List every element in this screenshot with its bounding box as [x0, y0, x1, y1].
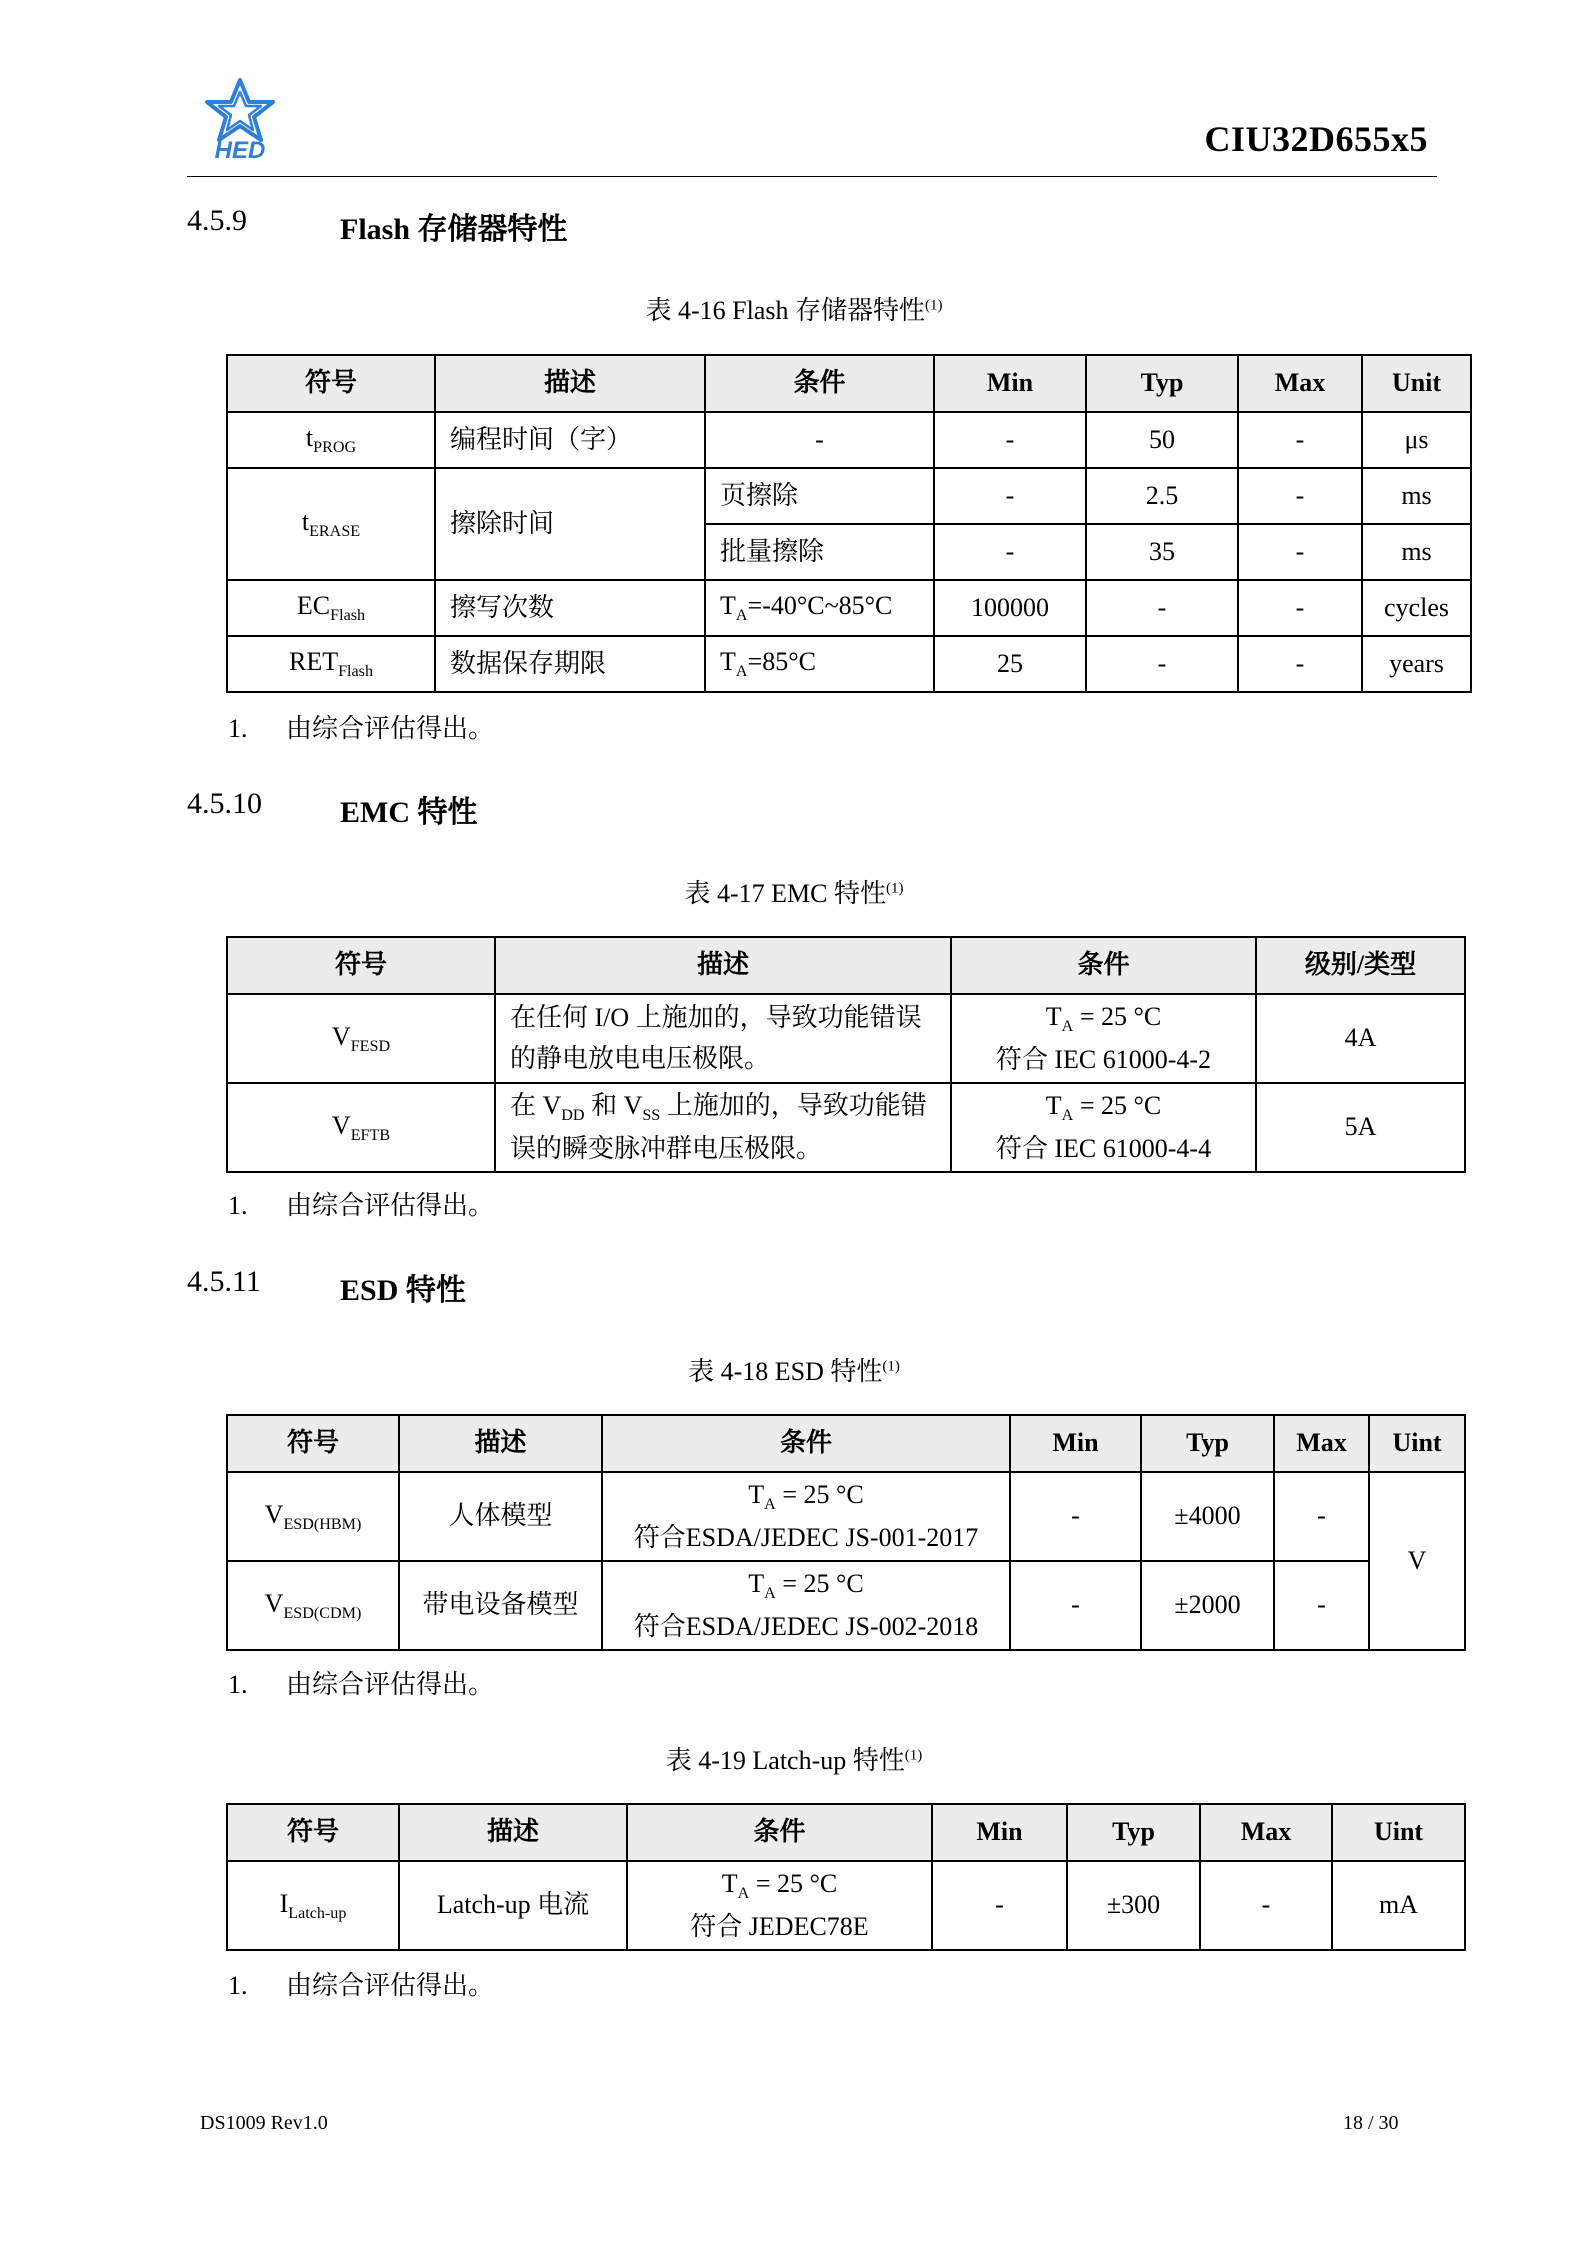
description-cell: 数据保存期限: [435, 636, 705, 692]
description-cell: Latch-up 电流: [399, 1861, 627, 1950]
symbol-cell: $t_{ERASE}$: [227, 468, 435, 580]
table-row: [227, 1472, 1465, 1561]
condition-cell: $T_A=85^\circ C$: [705, 636, 934, 692]
max-cell: -: [1238, 636, 1362, 692]
column-header: Typ: [1141, 1415, 1274, 1472]
column-header: Unit: [1362, 355, 1471, 412]
condition-cell: -: [705, 412, 934, 468]
column-header: 描述: [495, 937, 951, 994]
typ-cell: -: [1086, 580, 1238, 636]
condition-cell: $T_A = 25$ °C 符合 IEC 61000-4-4: [951, 1083, 1256, 1172]
min-cell: -: [1010, 1472, 1141, 1561]
typ-cell: 2.5: [1086, 468, 1238, 524]
footer-doc-id: DS1009 Rev1.0: [200, 2112, 328, 2134]
section-title: ESD 特性: [340, 1274, 466, 1307]
column-header: Max: [1200, 1804, 1332, 1861]
description-cell: 擦写次数: [435, 580, 705, 636]
section-number: 4.5.11: [187, 1265, 261, 1298]
symbol-cell: $V_{ESD(HBM)}$: [227, 1472, 399, 1561]
table-header-row: [227, 355, 1471, 412]
symbol-cell: $t_{PROG}$: [227, 412, 435, 468]
column-header: 描述: [399, 1804, 627, 1861]
table-footnote: 1. 由综合评估得出。: [228, 1971, 495, 2000]
section-title: Flash 存储器特性: [340, 213, 568, 246]
unit-cell: years: [1362, 636, 1471, 692]
typ-cell: ±2000: [1141, 1561, 1274, 1650]
max-cell: -: [1274, 1472, 1369, 1561]
star-logo-icon: [207, 80, 273, 140]
column-header: Max: [1274, 1415, 1369, 1472]
unit-cell: V: [1369, 1472, 1465, 1650]
header-divider: [187, 176, 1437, 177]
table-footnote: 1. 由综合评估得出。: [228, 1670, 495, 1699]
typ-cell: ±4000: [1141, 1472, 1274, 1561]
column-header: 符号: [227, 1804, 399, 1861]
description-cell: 带电设备模型: [399, 1561, 602, 1650]
table-row: [227, 994, 1465, 1083]
table-header-row: [227, 937, 1465, 994]
table-caption: 表 4-18 ESD 特性$^{(1)}$: [688, 1357, 900, 1386]
column-header: 符号: [227, 937, 495, 994]
condition-cell: $T_A = 25$ °C 符合 JEDEC78E: [627, 1861, 932, 1950]
document-title: CIU32D655x5: [1204, 119, 1428, 159]
column-header: 条件: [627, 1804, 932, 1861]
condition-cell: $T_A = 25$ °C 符合ESDA/JEDEC JS-002-2018: [602, 1561, 1010, 1650]
column-header: 描述: [399, 1415, 602, 1472]
emc-table: [226, 936, 1466, 1173]
table-caption: 表 4-19 Latch-up 特性$^{(1)}$: [665, 1746, 923, 1775]
table-caption: 表 4-17 EMC 特性$^{(1)}$: [684, 879, 904, 908]
column-header: Uint: [1369, 1415, 1465, 1472]
section-title: EMC 特性: [340, 796, 478, 829]
max-cell: -: [1274, 1561, 1369, 1650]
symbol-cell: $V_{ESD(CDM)}$: [227, 1561, 399, 1650]
description-cell: 人体模型: [399, 1472, 602, 1561]
unit-cell: ms: [1362, 524, 1471, 580]
column-header: Min: [934, 355, 1086, 412]
description-cell: 在任何 I/O 上施加的，导致功能错误的静电放电电压极限。: [495, 994, 951, 1083]
table-caption: 表 4-16 Flash 存储器特性$^{(1)}$: [645, 296, 943, 325]
column-header: 级别/类型: [1256, 937, 1465, 994]
column-header: Typ: [1067, 1804, 1200, 1861]
column-header: Min: [932, 1804, 1067, 1861]
min-cell: -: [932, 1861, 1067, 1950]
table-header-row: [227, 1804, 1465, 1861]
table-row: [227, 468, 1471, 524]
hed-logo: [200, 78, 280, 160]
table-header-row: [227, 1415, 1465, 1472]
symbol-cell: $V_{EFTB}$: [227, 1083, 495, 1172]
unit-cell: mA: [1332, 1861, 1465, 1950]
description-cell: 擦除时间: [435, 468, 705, 580]
min-cell: 25: [934, 636, 1086, 692]
column-header: 条件: [951, 937, 1256, 994]
max-cell: -: [1238, 524, 1362, 580]
description-cell: 编程时间（字）: [435, 412, 705, 468]
column-header: Min: [1010, 1415, 1141, 1472]
max-cell: -: [1238, 412, 1362, 468]
level-cell: 5A: [1256, 1083, 1465, 1172]
table-row: [227, 636, 1471, 692]
symbol-cell: $RET_{Flash}$: [227, 636, 435, 692]
level-cell: 4A: [1256, 994, 1465, 1083]
table-row: [227, 1561, 1465, 1650]
condition-cell: $T_A = 25$ °C 符合ESDA/JEDEC JS-001-2017: [602, 1472, 1010, 1561]
column-header: 描述: [435, 355, 705, 412]
max-cell: -: [1238, 468, 1362, 524]
typ-cell: -: [1086, 636, 1238, 692]
latchup-table: [226, 1803, 1466, 1951]
condition-cell: 页擦除: [705, 468, 934, 524]
column-header: 条件: [602, 1415, 1010, 1472]
max-cell: -: [1238, 580, 1362, 636]
condition-cell: $T_A=-40^\circ C\sim 85^\circ C$: [705, 580, 934, 636]
condition-cell: 批量擦除: [705, 524, 934, 580]
column-header: Max: [1238, 355, 1362, 412]
column-header: Uint: [1332, 1804, 1465, 1861]
section-number: 4.5.9: [187, 204, 247, 237]
min-cell: -: [1010, 1561, 1141, 1650]
table-footnote: 1. 由综合评估得出。: [228, 1191, 495, 1220]
unit-cell: ms: [1362, 468, 1471, 524]
typ-cell: ±300: [1067, 1861, 1200, 1950]
table-row: [227, 412, 1471, 468]
symbol-cell: $EC_{Flash}$: [227, 580, 435, 636]
section-number: 4.5.10: [187, 787, 262, 820]
column-header: 条件: [705, 355, 934, 412]
unit-cell: cycles: [1362, 580, 1471, 636]
table-row: [227, 1861, 1465, 1950]
flash-table: [226, 354, 1472, 693]
unit-cell: μs: [1362, 412, 1471, 468]
column-header: 符号: [227, 1415, 399, 1472]
max-cell: -: [1200, 1861, 1332, 1950]
min-cell: -: [934, 468, 1086, 524]
footer-page-number: 18 / 30: [1343, 2112, 1399, 2134]
description-cell: 在 $V_{DD}$ 和 $V_{SS}$ 上施加的，导致功能错误的瞬变脉冲群电压极限。: [495, 1083, 951, 1172]
esd-table: [226, 1414, 1466, 1651]
min-cell: -: [934, 524, 1086, 580]
symbol-cell: $V_{FESD}$: [227, 994, 495, 1083]
min-cell: 100000: [934, 580, 1086, 636]
typ-cell: 50: [1086, 412, 1238, 468]
min-cell: -: [934, 412, 1086, 468]
table-footnote: 1. 由综合评估得出。: [228, 714, 495, 743]
table-row: [227, 580, 1471, 636]
logo-text: HED: [214, 137, 266, 160]
typ-cell: 35: [1086, 524, 1238, 580]
symbol-cell: $I_{Latch-up}$: [227, 1861, 399, 1950]
condition-cell: $T_A = 25$ °C 符合 IEC 61000-4-2: [951, 994, 1256, 1083]
table-row: [227, 1083, 1465, 1172]
column-header: Typ: [1086, 355, 1238, 412]
column-header: 符号: [227, 355, 435, 412]
